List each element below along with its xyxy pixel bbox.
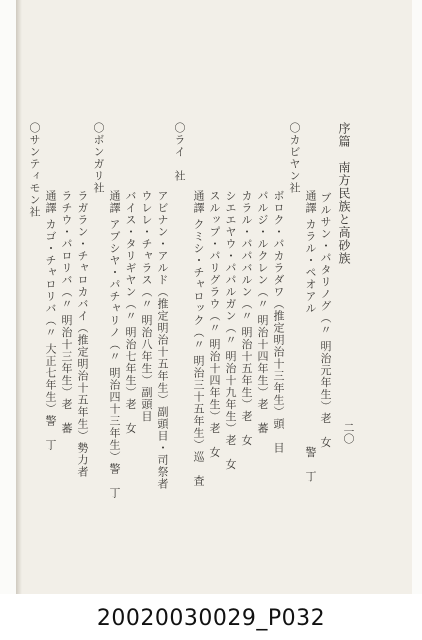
image-id-caption: 20020030029_P032: [96, 606, 326, 631]
village-heading: 〇サンティモン社: [28, 122, 41, 218]
entry-line: 通譯 カラル・ペオアル 警 丁: [304, 190, 317, 483]
entry-line: ブルサン・パタリノグ（〃 明治元年生）老 女: [319, 192, 332, 449]
entry-line: アビナン・アルド（推定明治十五年生）副頭目・司祭者: [156, 190, 169, 490]
entry-line: シエエヤウ・パパルガン（〃 明治十九年生）老 女: [224, 190, 237, 471]
section-title: 序篇 南方民族と高砂族: [337, 122, 351, 265]
entry-line: パルジ・ルクレン（〃 明治十四年生）老 蕃: [256, 190, 269, 435]
village-heading: 〇カビヤン社: [288, 122, 301, 194]
village-heading: 〇ライ 社: [173, 122, 186, 182]
page-gutter-shadow: [16, 0, 22, 594]
entry-line: 通譯 アブシヤ・パチャリノ（〃 明治四十三年生）警 丁: [108, 190, 121, 499]
village-heading: 〇ボンガリ社: [92, 122, 105, 194]
entry-line: ラガラン・チャロカバイ（推定明治十五年生）勢力者: [76, 190, 89, 478]
entry-line: カラル・パパバルン（〃 明治十五年生）老 女: [240, 190, 253, 447]
entry-line: ラチウ・パロリバ（〃 明治十三年生）老 蕃: [60, 190, 73, 435]
entry-line: 通譯 クミシ・チャロック（〃 明治三十五年生）巡 査: [192, 190, 205, 487]
entry-line: ウレレ・チャラス（〃 明治八年生）副頭目: [140, 190, 153, 423]
entry-line: スルップ・パリグラウ（〃 明治十四年生）老 女: [208, 190, 221, 459]
entry-line: 通譯 カゴ・チャロリバ（〃 大正七年生）警 丁: [44, 190, 57, 451]
page-number: 二〇: [342, 422, 355, 444]
entry-line: ボロク・パカラダワ（推定明治十三年生）頭 目: [272, 190, 285, 454]
entry-line: バイス・タリギヤン（〃 明治七年生）老 女: [124, 190, 137, 435]
